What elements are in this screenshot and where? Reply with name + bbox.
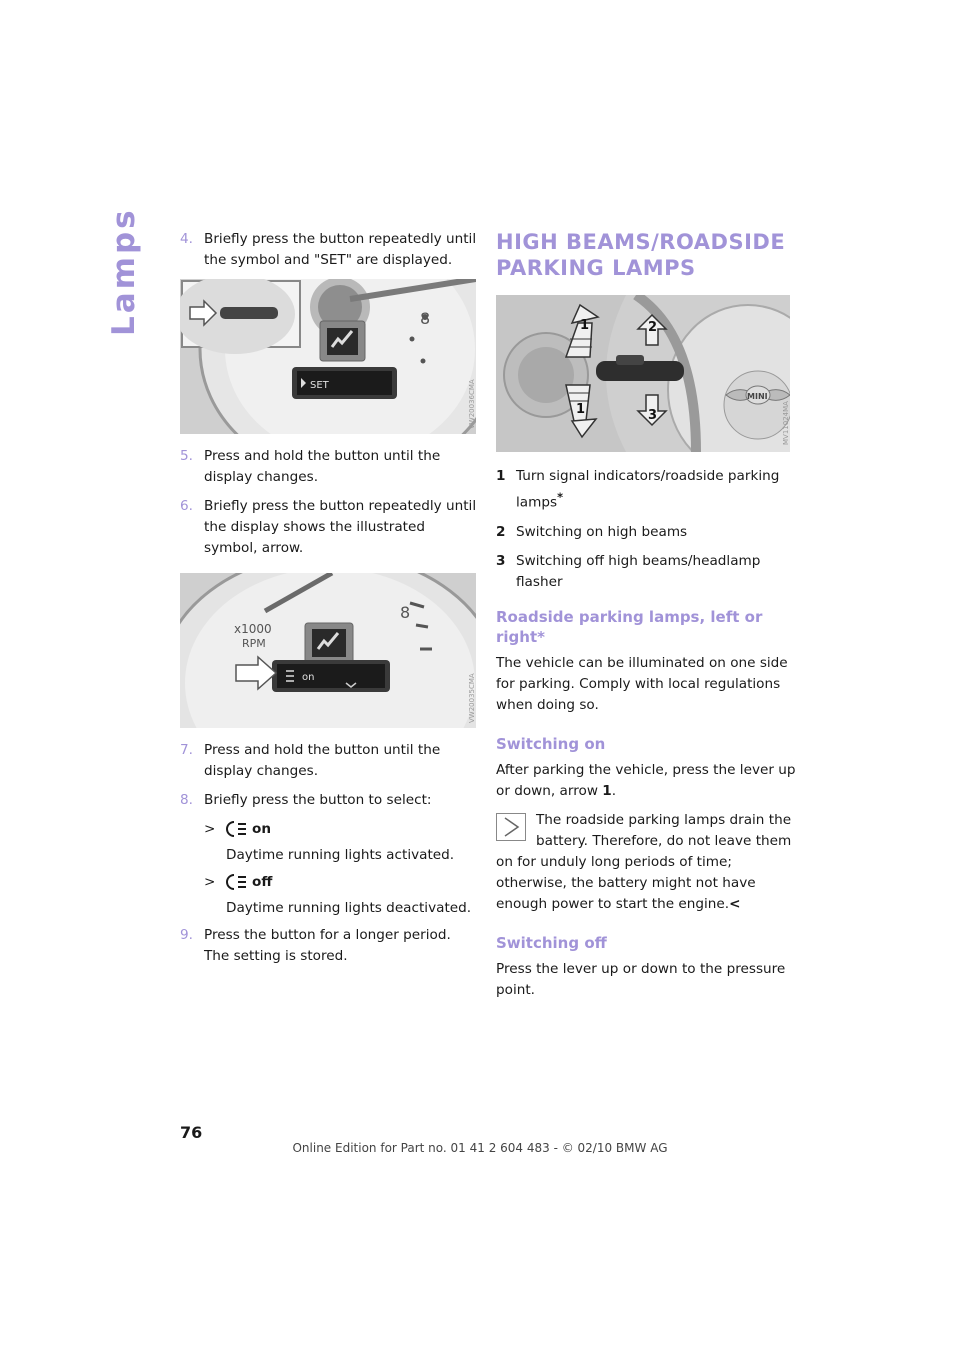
step-number: 9. (180, 927, 193, 943)
switching-on-heading: Switching on (496, 734, 606, 753)
step-8 (180, 790, 480, 811)
daytime-light-icon (226, 873, 248, 891)
drl-on-symbol (226, 819, 271, 839)
svg-text:8: 8 (420, 309, 431, 328)
note-end-mark: < (729, 895, 741, 912)
step-9 (180, 925, 480, 967)
option-text: Daytime running lights deactivated. (226, 900, 472, 916)
legend-text: Switching on high beams (516, 523, 688, 540)
switching-off-text: Press the lever up or down to the pressure point. (496, 960, 786, 998)
heading-line-1: HIGH BEAMS/ROADSIDE (496, 230, 786, 254)
fig2-tach-label-2: RPM (242, 637, 266, 650)
option-drl-on (204, 819, 480, 866)
step-number: 8. (180, 792, 193, 808)
switching-off-heading: Switching off (496, 933, 607, 952)
fig2-code: VW20035CMA (468, 673, 476, 723)
svg-text:8: 8 (400, 603, 411, 622)
legend-number: 3 (496, 552, 506, 569)
step-text: Press and hold the button until the display changes. (204, 448, 441, 485)
drl-off-symbol (226, 872, 272, 892)
option-text: Daytime running lights activated. (226, 847, 455, 863)
step-number: 5. (180, 448, 193, 464)
step-5 (180, 446, 480, 488)
figure-drl-display (180, 573, 476, 728)
legend-number: 2 (496, 523, 506, 540)
fig1-code: VW20036CMA (468, 379, 476, 429)
step-text-2: The setting is stored. (204, 948, 348, 964)
fig2-tach-label-1: x1000 (234, 622, 272, 636)
drl-on-label: on (252, 820, 272, 837)
callout-2: 2 (648, 320, 658, 335)
footer: Online Edition for Part no. 01 41 2 604 483 - © 02/10 BMW AG (292, 1141, 668, 1155)
legend-text: Turn signal indicators/roadside parking lamps (516, 468, 780, 511)
step-text: Briefly press the button repeatedly until the symbol and "SET" are displayed. (204, 231, 477, 268)
step-number: 6. (180, 498, 193, 514)
chapter-tab (92, 207, 162, 348)
callout-1-top: 1 (580, 318, 590, 333)
mini-badge: MINI (747, 392, 768, 401)
roadside-text: The vehicle can be illuminated on one side for parking. Comply with local regulations when doing so. (496, 654, 788, 713)
arrow-ref: 1 (602, 782, 612, 799)
caution-note (496, 810, 796, 915)
drl-off-label: off (252, 873, 273, 890)
legend-item-3 (496, 551, 796, 593)
step-text: Briefly press the button to select: (204, 792, 432, 808)
callout-1-bottom: 1 (576, 402, 586, 417)
figure-set-display (180, 279, 476, 434)
step-text: Briefly press the button repeatedly until the display shows the illustrated symbol, arrow. (204, 498, 477, 556)
roadside-heading: Roadside parking lamps, left or right* (496, 607, 763, 646)
daytime-light-icon (226, 820, 248, 838)
step-7 (180, 740, 480, 782)
fig1-display-text: SET (310, 380, 329, 391)
legend-item-2 (496, 522, 796, 543)
legend-text: Switching off high beams/headlamp flasher (516, 552, 761, 590)
right-column (496, 229, 796, 1009)
fig2-display-text: on (302, 672, 315, 683)
bullet-mark: > (204, 874, 216, 890)
step-4 (180, 229, 480, 271)
step-number: 7. (180, 742, 193, 758)
step-6 (180, 496, 480, 559)
switching-on-text (496, 760, 796, 802)
page-number: 76 (180, 1123, 203, 1142)
switching-on-text-b: . (611, 782, 617, 799)
legend-star: * (557, 490, 563, 504)
fig3-code: MV11024MA (782, 401, 790, 445)
step-text: Press the button for a longer period. (204, 927, 451, 943)
caution-triangle-icon (496, 813, 526, 841)
option-drl-off (204, 872, 480, 919)
step-text: Press and hold the button until the display changes. (204, 742, 441, 779)
switching-on-text-a: After parking the vehicle, press the lever up or down, arrow (496, 761, 796, 799)
note-text: The roadside parking lamps drain the battery. Therefore, do not leave them on for unduly long periods of time; otherwise, the battery might not have enough power to start the engine. (496, 811, 792, 912)
figure-lever (496, 295, 790, 452)
chapter-title: Lamps (106, 207, 142, 336)
section-heading (496, 229, 796, 281)
heading-line-2: PARKING LAMPS (496, 256, 696, 280)
left-column (180, 229, 480, 975)
bullet-mark: > (204, 821, 216, 837)
callout-3: 3 (648, 408, 658, 423)
step-number: 4. (180, 231, 193, 247)
legend-number: 1 (496, 468, 506, 484)
legend-item-1 (496, 466, 796, 514)
